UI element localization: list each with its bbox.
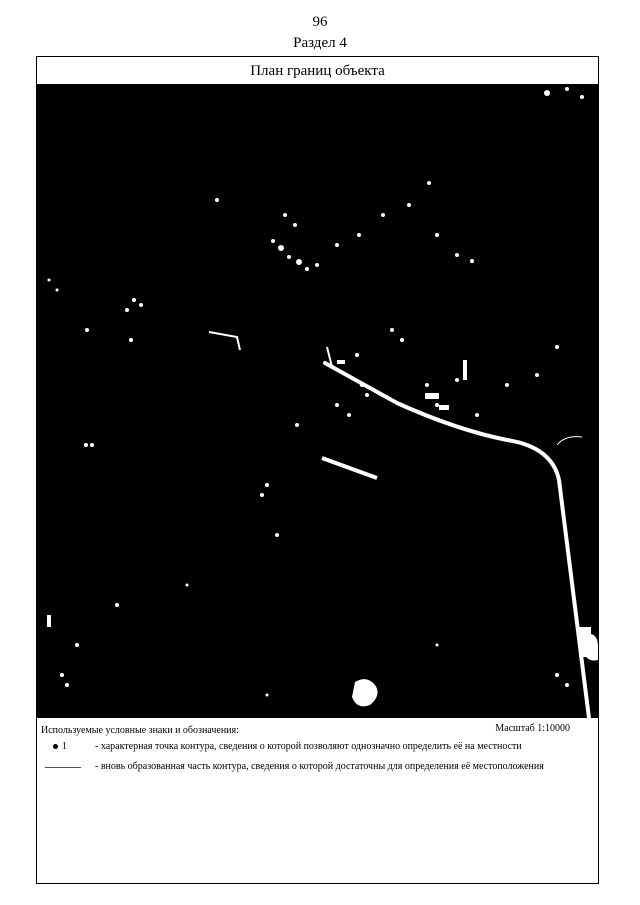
scale-label: Масштаб 1:10000 [495,723,570,734]
legend-item-text: - характерная точка контура, сведения о которой позволяют однозначно определить её на местности [95,741,522,752]
satellite-map [37,85,598,718]
line-icon [45,767,81,768]
point-dot-icon [53,744,58,749]
map-image [37,85,598,718]
legend-item-text: - вновь образованная часть контура, сведения о которой достаточны для определения её местоположения [95,761,544,772]
line-symbol [45,761,87,768]
point-symbol [45,741,87,752]
legend-heading: Используемые условные знаки и обозначения: [41,725,239,736]
page-number: 96 [312,14,328,30]
section-title: Раздел 4 [293,35,347,51]
plan-title: План границ объекта [37,57,598,85]
point-symbol-label: 1 [62,741,67,752]
legend-item-line [45,761,585,772]
legend-item-point [45,741,585,752]
plan-frame [36,56,599,884]
